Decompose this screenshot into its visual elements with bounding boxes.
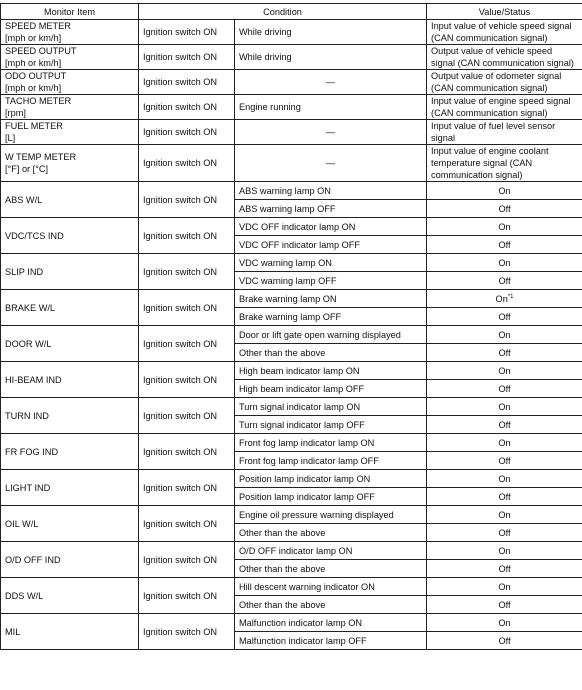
value-text: On: [498, 257, 511, 268]
monitor-item-cell: SLIP IND: [1, 254, 139, 290]
header-condition: Condition: [139, 4, 427, 20]
table-row: [1, 470, 582, 488]
condition-detail-cell: Front fog lamp indicator lamp ON: [235, 434, 427, 452]
value-text: Off: [498, 563, 511, 574]
monitor-item-cell: FR FOG IND: [1, 434, 139, 470]
monitor-item-cell: LIGHT IND: [1, 470, 139, 506]
monitor-item-cell: HI-BEAM IND: [1, 362, 139, 398]
value-text: On: [495, 294, 508, 305]
ignition-condition-cell: Ignition switch ON: [139, 20, 235, 45]
condition-detail-cell: High beam indicator lamp ON: [235, 362, 427, 380]
condition-detail-cell: —: [235, 120, 427, 145]
condition-detail-cell: —: [235, 145, 427, 182]
value-status-cell: [427, 452, 582, 470]
ignition-condition-cell: Ignition switch ON: [139, 470, 235, 506]
value-status-cell: [427, 380, 582, 398]
table-row: [1, 182, 582, 200]
header-row: [1, 4, 582, 20]
monitor-item-cell: BRAKE W/L: [1, 290, 139, 326]
condition-detail-cell: Other than the above: [235, 560, 427, 578]
value-text: Off: [498, 383, 511, 394]
value-status-cell: [427, 524, 582, 542]
condition-detail-cell: Malfunction indicator lamp OFF: [235, 632, 427, 650]
condition-detail-cell: VDC OFF indicator lamp ON: [235, 218, 427, 236]
value-text: Off: [498, 203, 511, 214]
value-text: Off: [498, 599, 511, 610]
table-row: [1, 362, 582, 380]
ignition-condition-cell: Ignition switch ON: [139, 542, 235, 578]
value-status-cell: [427, 20, 582, 45]
condition-detail-cell: Malfunction indicator lamp ON: [235, 614, 427, 632]
value-status-cell: [427, 560, 582, 578]
ignition-condition-cell: Ignition switch ON: [139, 182, 235, 218]
monitor-item-cell: MIL: [1, 614, 139, 650]
condition-detail-cell: —: [235, 70, 427, 95]
monitor-item-cell: TACHO METER [rpm]: [1, 95, 139, 120]
value-status-cell: [427, 326, 582, 344]
value-status-cell: [427, 344, 582, 362]
condition-detail-cell: Brake warning lamp ON: [235, 290, 427, 308]
condition-detail-cell: Position lamp indicator lamp OFF: [235, 488, 427, 506]
condition-detail-cell: Brake warning lamp OFF: [235, 308, 427, 326]
value-text: On: [498, 329, 511, 340]
table-row: [1, 120, 582, 145]
value-status-cell: [427, 578, 582, 596]
table-row: [1, 95, 582, 120]
condition-detail-cell: Position lamp indicator lamp ON: [235, 470, 427, 488]
condition-detail-cell: O/D OFF indicator lamp ON: [235, 542, 427, 560]
ignition-condition-cell: Ignition switch ON: [139, 95, 235, 120]
ignition-condition-cell: Ignition switch ON: [139, 578, 235, 614]
ignition-condition-cell: Ignition switch ON: [139, 326, 235, 362]
condition-detail-cell: VDC OFF indicator lamp OFF: [235, 236, 427, 254]
condition-detail-cell: Door or lift gate open warning displayed: [235, 326, 427, 344]
value-text: Off: [498, 455, 511, 466]
value-status-cell: [427, 398, 582, 416]
table-row: [1, 434, 582, 452]
value-status-cell: [427, 70, 582, 95]
condition-detail-cell: Turn signal indicator lamp OFF: [235, 416, 427, 434]
value-text: Off: [498, 239, 511, 250]
value-status-cell: [427, 254, 582, 272]
monitor-item-cell: TURN IND: [1, 398, 139, 434]
value-text: On: [498, 185, 511, 196]
value-status-cell: [427, 596, 582, 614]
value-text: On: [498, 617, 511, 628]
monitor-item-cell: OIL W/L: [1, 506, 139, 542]
value-status-cell: [427, 290, 582, 308]
value-status-cell: [427, 434, 582, 452]
value-text: Off: [498, 635, 511, 646]
condition-detail-cell: Other than the above: [235, 596, 427, 614]
condition-detail-cell: Front fog lamp indicator lamp OFF: [235, 452, 427, 470]
value-status-cell: [427, 362, 582, 380]
header-value-status: Value/Status: [427, 4, 582, 20]
monitor-item-cell: ODO OUTPUT [mph or km/h]: [1, 70, 139, 95]
condition-detail-cell: Turn signal indicator lamp ON: [235, 398, 427, 416]
value-status-cell: [427, 632, 582, 650]
value-text: Input value of vehicle speed signal (CAN communication signal): [431, 21, 572, 43]
condition-detail-cell: Other than the above: [235, 524, 427, 542]
condition-detail-cell: Hill descent warning indicator ON: [235, 578, 427, 596]
table-row: [1, 542, 582, 560]
value-text: On: [498, 221, 511, 232]
table-row: [1, 70, 582, 95]
monitor-item-cell: DOOR W/L: [1, 326, 139, 362]
table-row: [1, 506, 582, 524]
value-text: Off: [498, 275, 511, 286]
ignition-condition-cell: Ignition switch ON: [139, 145, 235, 182]
table-row: [1, 218, 582, 236]
value-text: On: [498, 473, 511, 484]
monitor-item-cell: FUEL METER [L]: [1, 120, 139, 145]
monitor-item-cell: SPEED METER [mph or km/h]: [1, 20, 139, 45]
ignition-condition-cell: Ignition switch ON: [139, 362, 235, 398]
value-text: Off: [498, 419, 511, 430]
value-text: Input value of engine speed signal (CAN communication signal): [431, 96, 571, 118]
monitor-item-cell: O/D OFF IND: [1, 542, 139, 578]
ignition-condition-cell: Ignition switch ON: [139, 45, 235, 70]
value-text: Off: [498, 311, 511, 322]
table-row: [1, 45, 582, 70]
value-text: On: [498, 365, 511, 376]
ignition-condition-cell: Ignition switch ON: [139, 70, 235, 95]
footnote-marker: *1: [507, 294, 514, 301]
value-status-cell: [427, 218, 582, 236]
condition-detail-cell: ABS warning lamp OFF: [235, 200, 427, 218]
table-row: [1, 614, 582, 632]
value-text: Off: [498, 347, 511, 358]
value-text: Output value of vehicle speed signal (CAN communication signal): [431, 46, 574, 68]
value-status-cell: [427, 488, 582, 506]
value-text: Output value of odometer signal (CAN communication signal): [431, 71, 562, 93]
table-row: [1, 254, 582, 272]
value-status-cell: [427, 416, 582, 434]
value-text: On: [498, 401, 511, 412]
value-status-cell: [427, 470, 582, 488]
value-status-cell: [427, 45, 582, 70]
table-row: [1, 578, 582, 596]
condition-detail-cell: VDC warning lamp OFF: [235, 272, 427, 290]
value-text: Input value of engine coolant temperature signal (CAN communication signal): [431, 146, 549, 180]
monitor-item-cell: ABS W/L: [1, 182, 139, 218]
monitor-item-cell: SPEED OUTPUT [mph or km/h]: [1, 45, 139, 70]
ignition-condition-cell: Ignition switch ON: [139, 290, 235, 326]
table-body: [1, 20, 582, 650]
monitor-item-cell: W TEMP METER [°F] or [°C]: [1, 145, 139, 182]
condition-detail-cell: Other than the above: [235, 344, 427, 362]
table-row: [1, 290, 582, 308]
value-text: On: [498, 581, 511, 592]
ignition-condition-cell: Ignition switch ON: [139, 434, 235, 470]
value-text: Input value of fuel level sensor signal: [431, 121, 556, 143]
value-status-cell: [427, 308, 582, 326]
value-status-cell: [427, 614, 582, 632]
table-row: [1, 326, 582, 344]
condition-detail-cell: Engine oil pressure warning displayed: [235, 506, 427, 524]
ignition-condition-cell: Ignition switch ON: [139, 506, 235, 542]
value-text: On: [498, 545, 511, 556]
monitor-item-cell: DDS W/L: [1, 578, 139, 614]
monitor-table: [0, 3, 582, 650]
condition-detail-cell: ABS warning lamp ON: [235, 182, 427, 200]
value-status-cell: [427, 200, 582, 218]
value-status-cell: [427, 145, 582, 182]
ignition-condition-cell: Ignition switch ON: [139, 254, 235, 290]
monitor-item-cell: VDC/TCS IND: [1, 218, 139, 254]
value-status-cell: [427, 95, 582, 120]
table-row: [1, 20, 582, 45]
condition-detail-cell: While driving: [235, 20, 427, 45]
table-row: [1, 398, 582, 416]
ignition-condition-cell: Ignition switch ON: [139, 398, 235, 434]
value-text: On: [498, 509, 511, 520]
value-status-cell: [427, 120, 582, 145]
value-status-cell: [427, 542, 582, 560]
condition-detail-cell: VDC warning lamp ON: [235, 254, 427, 272]
value-status-cell: [427, 182, 582, 200]
condition-detail-cell: High beam indicator lamp OFF: [235, 380, 427, 398]
condition-detail-cell: While driving: [235, 45, 427, 70]
header-monitor-item: Monitor Item: [1, 4, 139, 20]
ignition-condition-cell: Ignition switch ON: [139, 614, 235, 650]
value-status-cell: [427, 272, 582, 290]
value-status-cell: [427, 506, 582, 524]
table-row: [1, 145, 582, 182]
value-text: Off: [498, 491, 511, 502]
value-text: Off: [498, 527, 511, 538]
value-status-cell: [427, 236, 582, 254]
condition-detail-cell: Engine running: [235, 95, 427, 120]
ignition-condition-cell: Ignition switch ON: [139, 218, 235, 254]
value-text: On: [498, 437, 511, 448]
ignition-condition-cell: Ignition switch ON: [139, 120, 235, 145]
